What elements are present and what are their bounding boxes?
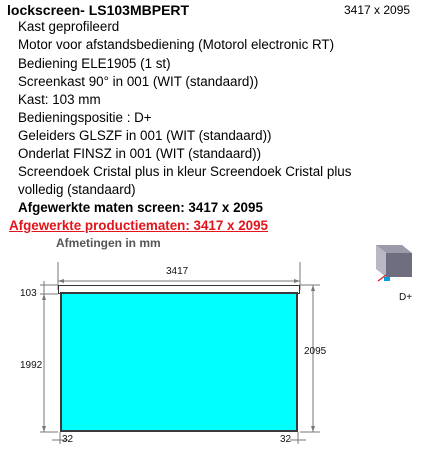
spec-line: Screenkast 90° in 001 (WIT (standaard)) <box>18 74 259 89</box>
finished-production-dimensions: Afgewerkte productiematen: 3417 x 2095 <box>9 218 268 233</box>
spec-line: Geleiders GLSZF in 001 (WIT (standaard)) <box>18 128 272 143</box>
spec-line: Kast geprofileerd <box>18 19 120 34</box>
right-height-label: 2095 <box>304 346 327 357</box>
product-dimensions: 3417 x 2095 <box>344 3 411 17</box>
spec-line: Onderlat FINSZ in 001 (WIT (standaard)) <box>18 146 262 161</box>
kast-dimension-label: 103 <box>20 288 37 299</box>
cassette-profile-icon <box>366 237 420 289</box>
spec-line: Bedieningspositie : D+ <box>18 110 152 125</box>
finished-screen-dimensions: Afgewerkte maten screen: 3417 x 2095 <box>18 200 263 215</box>
left-height-label: 1992 <box>20 360 43 371</box>
spec-line: Screendoek Cristal plus in kleur Screendoek Cristal plus <box>18 164 352 179</box>
bottom-right-label: 32 <box>280 434 292 445</box>
screen-pane <box>60 292 298 432</box>
bottom-left-label: 32 <box>62 434 74 445</box>
drawing-title: Afmetingen in mm <box>56 236 161 250</box>
spec-line: volledig (standaard) <box>18 182 136 197</box>
spec-line: Bediening ELE1905 (1 st) <box>18 56 171 71</box>
spec-line: Motor voor afstandsbediening (Motorol electronic RT) <box>18 37 335 52</box>
thumbnail-label: D+ <box>399 292 413 303</box>
product-title: lockscreen- LS103MBPERT <box>7 2 190 18</box>
spec-line: Kast: 103 mm <box>18 92 101 107</box>
width-dimension-label: 3417 <box>166 266 189 277</box>
